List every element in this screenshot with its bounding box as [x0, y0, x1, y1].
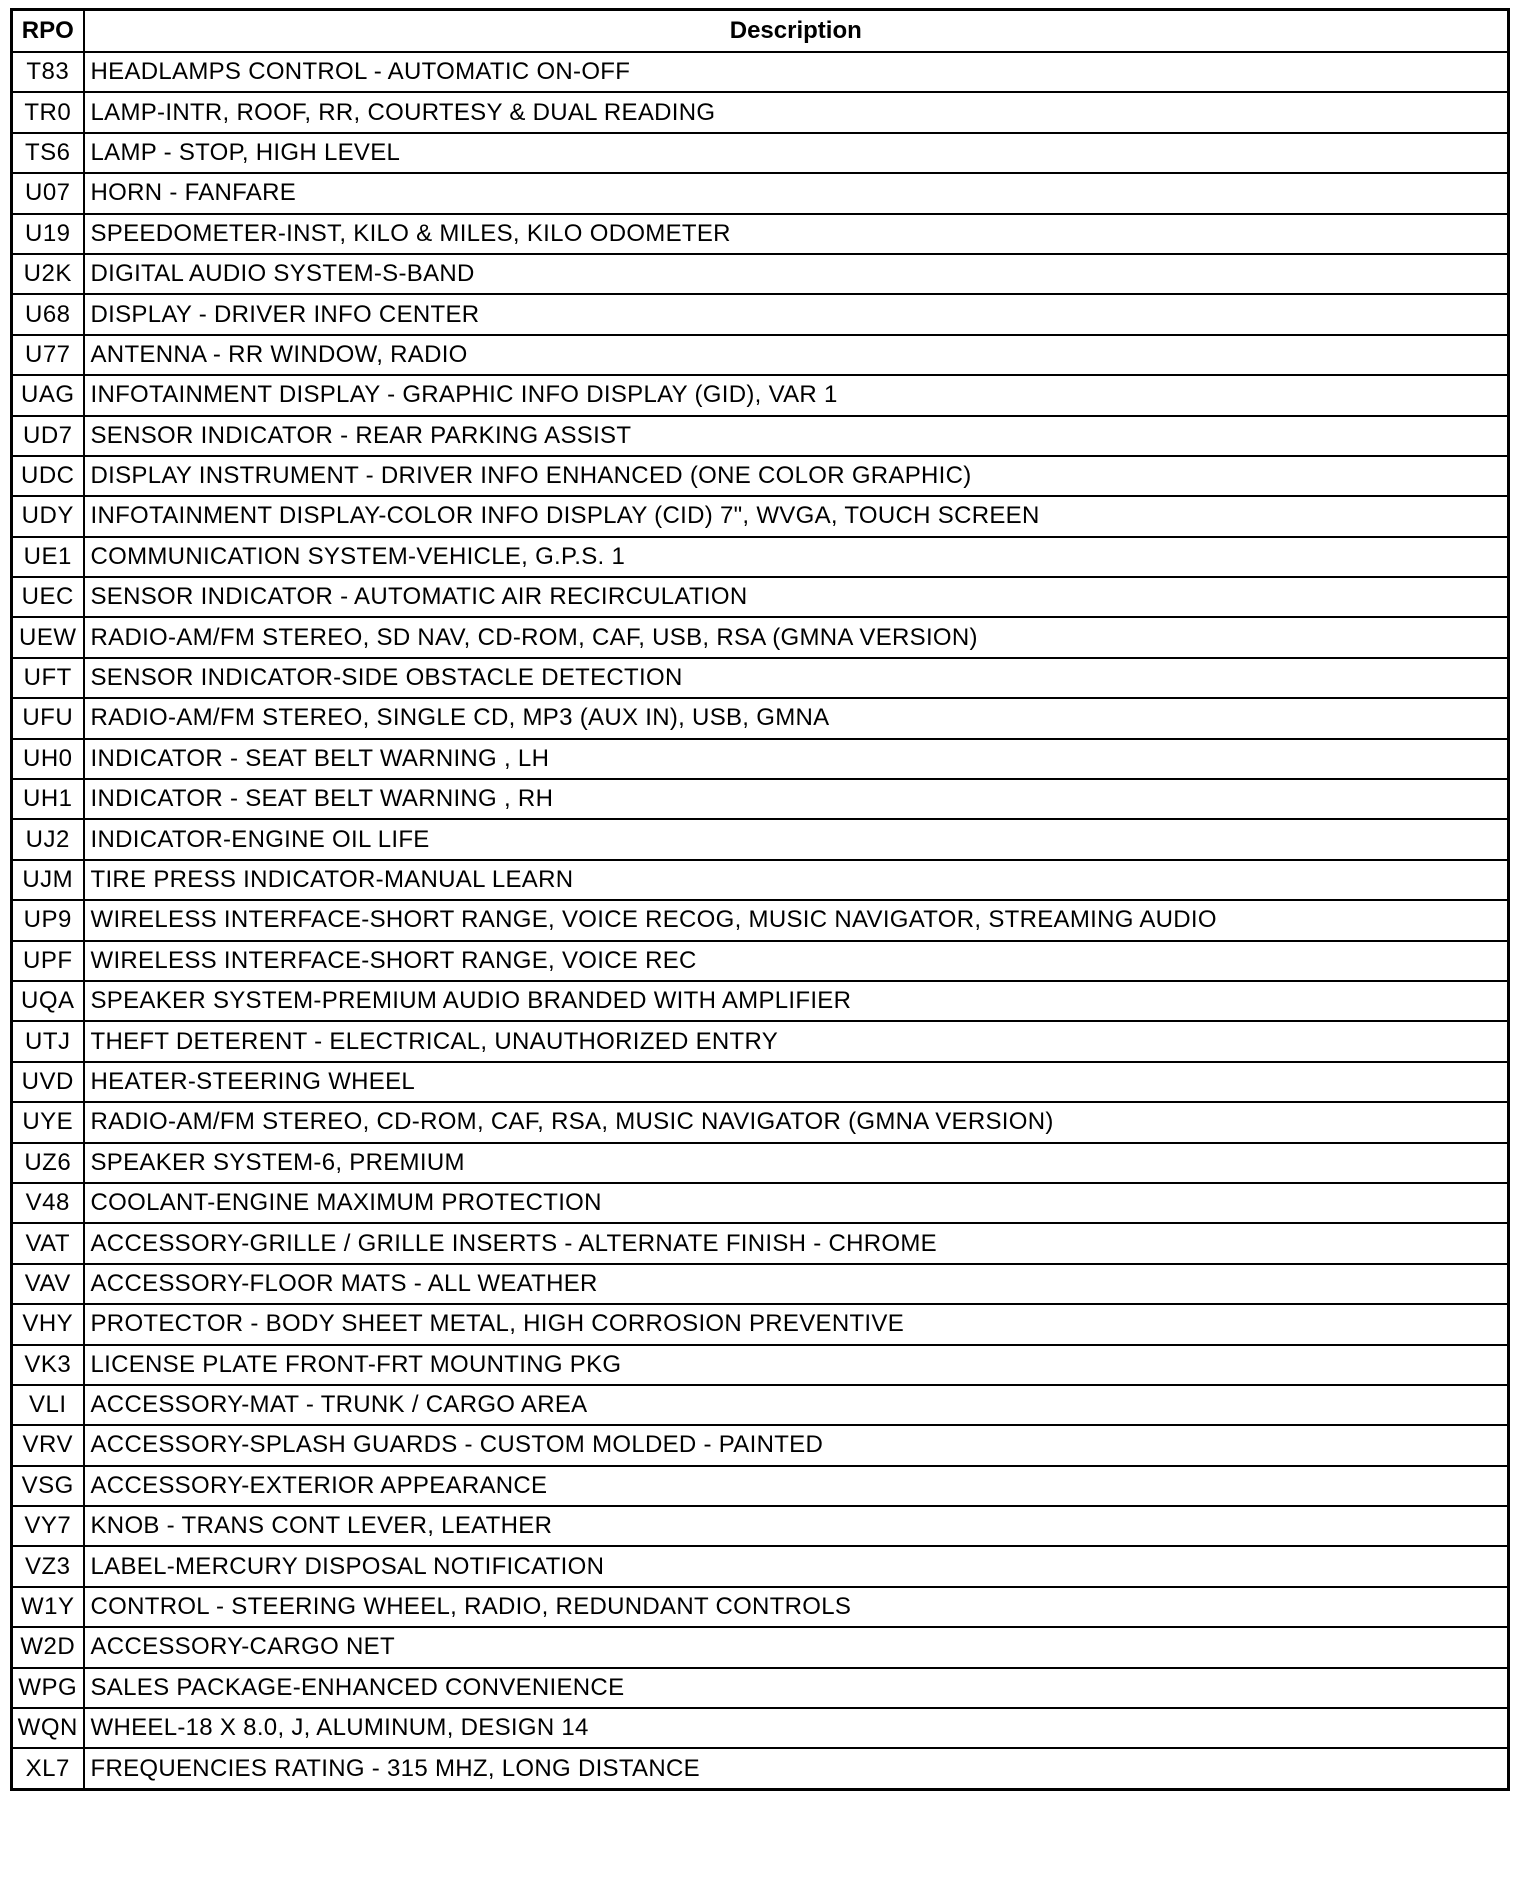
rpo-code-cell: UD7: [12, 416, 84, 456]
description-cell: SENSOR INDICATOR - REAR PARKING ASSIST: [84, 416, 1509, 456]
rpo-code-cell: VSG: [12, 1466, 84, 1506]
rpo-code-cell: UVD: [12, 1062, 84, 1102]
rpo-code-cell: TR0: [12, 92, 84, 132]
table-row: [12, 1748, 1509, 1789]
rpo-code-cell: UJM: [12, 860, 84, 900]
description-cell: CONTROL - STEERING WHEEL, RADIO, REDUNDANT CONTROLS: [84, 1587, 1509, 1627]
description-cell: COMMUNICATION SYSTEM-VEHICLE, G.P.S. 1: [84, 537, 1509, 577]
rpo-code-cell: UTJ: [12, 1021, 84, 1061]
description-cell: INFOTAINMENT DISPLAY - GRAPHIC INFO DISPLAY (GID), VAR 1: [84, 375, 1509, 415]
description-cell: ACCESSORY-MAT - TRUNK / CARGO AREA: [84, 1385, 1509, 1425]
rpo-code-cell: W2D: [12, 1627, 84, 1667]
rpo-code-cell: UYE: [12, 1102, 84, 1142]
description-cell: WHEEL-18 X 8.0, J, ALUMINUM, DESIGN 14: [84, 1708, 1509, 1748]
rpo-code-cell: U77: [12, 335, 84, 375]
table-row: [12, 860, 1509, 900]
rpo-code-cell: WPG: [12, 1668, 84, 1708]
description-cell: LICENSE PLATE FRONT-FRT MOUNTING PKG: [84, 1345, 1509, 1385]
column-header-description: Description: [84, 10, 1509, 53]
description-cell: HEADLAMPS CONTROL - AUTOMATIC ON-OFF: [84, 52, 1509, 92]
description-cell: WIRELESS INTERFACE-SHORT RANGE, VOICE RECOG, MUSIC NAVIGATOR, STREAMING AUDIO: [84, 900, 1509, 940]
rpo-code-cell: TS6: [12, 133, 84, 173]
table-row: [12, 658, 1509, 698]
table-row: [12, 92, 1509, 132]
description-cell: DIGITAL AUDIO SYSTEM-S-BAND: [84, 254, 1509, 294]
description-cell: ACCESSORY-FLOOR MATS - ALL WEATHER: [84, 1264, 1509, 1304]
table-row: [12, 981, 1509, 1021]
rpo-code-cell: UH1: [12, 779, 84, 819]
rpo-code-cell: U19: [12, 214, 84, 254]
table-row: [12, 254, 1509, 294]
rpo-table: [10, 8, 1510, 1791]
table-row: [12, 1021, 1509, 1061]
table-row: [12, 698, 1509, 738]
rpo-code-cell: U68: [12, 294, 84, 334]
table-row: [12, 1506, 1509, 1546]
table-row: [12, 1223, 1509, 1263]
table-row: [12, 294, 1509, 334]
description-cell: SPEEDOMETER-INST, KILO & MILES, KILO ODOMETER: [84, 214, 1509, 254]
table-row: [12, 496, 1509, 536]
description-cell: DISPLAY INSTRUMENT - DRIVER INFO ENHANCED (ONE COLOR GRAPHIC): [84, 456, 1509, 496]
rpo-code-cell: V48: [12, 1183, 84, 1223]
rpo-code-cell: VHY: [12, 1304, 84, 1344]
rpo-code-cell: T83: [12, 52, 84, 92]
description-cell: HEATER-STEERING WHEEL: [84, 1062, 1509, 1102]
table-row: [12, 779, 1509, 819]
description-cell: INDICATOR - SEAT BELT WARNING , LH: [84, 739, 1509, 779]
table-row: [12, 52, 1509, 92]
description-cell: INDICATOR-ENGINE OIL LIFE: [84, 819, 1509, 859]
description-cell: ANTENNA - RR WINDOW, RADIO: [84, 335, 1509, 375]
rpo-code-cell: VY7: [12, 1506, 84, 1546]
table-row: [12, 214, 1509, 254]
rpo-code-cell: UP9: [12, 900, 84, 940]
description-cell: RADIO-AM/FM STEREO, SD NAV, CD-ROM, CAF, USB, RSA (GMNA VERSION): [84, 617, 1509, 657]
table-row: [12, 1264, 1509, 1304]
rpo-code-cell: UDC: [12, 456, 84, 496]
table-row: [12, 1708, 1509, 1748]
table-row: [12, 456, 1509, 496]
table-row: [12, 1546, 1509, 1586]
description-cell: FREQUENCIES RATING - 315 MHZ, LONG DISTANCE: [84, 1748, 1509, 1789]
table-row: [12, 1183, 1509, 1223]
rpo-code-cell: WQN: [12, 1708, 84, 1748]
table-row: [12, 335, 1509, 375]
table-row: [12, 941, 1509, 981]
table-row: [12, 900, 1509, 940]
rpo-code-cell: VAV: [12, 1264, 84, 1304]
rpo-code-cell: VK3: [12, 1345, 84, 1385]
description-cell: TIRE PRESS INDICATOR-MANUAL LEARN: [84, 860, 1509, 900]
description-cell: RADIO-AM/FM STEREO, SINGLE CD, MP3 (AUX IN), USB, GMNA: [84, 698, 1509, 738]
header-row: [12, 10, 1509, 53]
rpo-code-cell: VRV: [12, 1425, 84, 1465]
rpo-code-cell: UEW: [12, 617, 84, 657]
description-cell: ACCESSORY-EXTERIOR APPEARANCE: [84, 1466, 1509, 1506]
description-cell: LAMP-INTR, ROOF, RR, COURTESY & DUAL READING: [84, 92, 1509, 132]
table-row: [12, 1627, 1509, 1667]
description-cell: DISPLAY - DRIVER INFO CENTER: [84, 294, 1509, 334]
rpo-code-cell: W1Y: [12, 1587, 84, 1627]
description-cell: SPEAKER SYSTEM-6, PREMIUM: [84, 1143, 1509, 1183]
rpo-code-cell: UZ6: [12, 1143, 84, 1183]
description-cell: ACCESSORY-GRILLE / GRILLE INSERTS - ALTERNATE FINISH - CHROME: [84, 1223, 1509, 1263]
table-row: [12, 173, 1509, 213]
rpo-code-cell: UFT: [12, 658, 84, 698]
table-row: [12, 1587, 1509, 1627]
description-cell: COOLANT-ENGINE MAXIMUM PROTECTION: [84, 1183, 1509, 1223]
table-row: [12, 375, 1509, 415]
rpo-code-cell: UE1: [12, 537, 84, 577]
table-row: [12, 1385, 1509, 1425]
table-row: [12, 1102, 1509, 1142]
table-row: [12, 577, 1509, 617]
description-cell: SPEAKER SYSTEM-PREMIUM AUDIO BRANDED WITH AMPLIFIER: [84, 981, 1509, 1021]
rpo-code-cell: VLI: [12, 1385, 84, 1425]
table-row: [12, 1062, 1509, 1102]
rpo-code-cell: UQA: [12, 981, 84, 1021]
rpo-code-cell: VAT: [12, 1223, 84, 1263]
description-cell: WIRELESS INTERFACE-SHORT RANGE, VOICE REC: [84, 941, 1509, 981]
table-row: [12, 1304, 1509, 1344]
description-cell: INFOTAINMENT DISPLAY-COLOR INFO DISPLAY (CID) 7", WVGA, TOUCH SCREEN: [84, 496, 1509, 536]
description-cell: RADIO-AM/FM STEREO, CD-ROM, CAF, RSA, MUSIC NAVIGATOR (GMNA VERSION): [84, 1102, 1509, 1142]
table-row: [12, 1425, 1509, 1465]
rpo-code-cell: U07: [12, 173, 84, 213]
table-body: [12, 52, 1509, 1789]
table-row: [12, 617, 1509, 657]
rpo-code-cell: UAG: [12, 375, 84, 415]
description-cell: SENSOR INDICATOR-SIDE OBSTACLE DETECTION: [84, 658, 1509, 698]
table-row: [12, 133, 1509, 173]
description-cell: PROTECTOR - BODY SHEET METAL, HIGH CORROSION PREVENTIVE: [84, 1304, 1509, 1344]
rpo-code-cell: UPF: [12, 941, 84, 981]
table-row: [12, 1668, 1509, 1708]
description-cell: SENSOR INDICATOR - AUTOMATIC AIR RECIRCULATION: [84, 577, 1509, 617]
table-row: [12, 537, 1509, 577]
description-cell: INDICATOR - SEAT BELT WARNING , RH: [84, 779, 1509, 819]
description-cell: THEFT DETERENT - ELECTRICAL, UNAUTHORIZED ENTRY: [84, 1021, 1509, 1061]
rpo-document: [10, 8, 1510, 1791]
table-header: [12, 10, 1509, 53]
description-cell: LAMP - STOP, HIGH LEVEL: [84, 133, 1509, 173]
table-row: [12, 1466, 1509, 1506]
rpo-code-cell: UDY: [12, 496, 84, 536]
rpo-code-cell: UEC: [12, 577, 84, 617]
description-cell: HORN - FANFARE: [84, 173, 1509, 213]
description-cell: ACCESSORY-CARGO NET: [84, 1627, 1509, 1667]
table-row: [12, 416, 1509, 456]
table-row: [12, 1345, 1509, 1385]
table-row: [12, 739, 1509, 779]
rpo-code-cell: UFU: [12, 698, 84, 738]
table-row: [12, 1143, 1509, 1183]
table-row: [12, 819, 1509, 859]
rpo-code-cell: VZ3: [12, 1546, 84, 1586]
rpo-code-cell: XL7: [12, 1748, 84, 1789]
description-cell: LABEL-MERCURY DISPOSAL NOTIFICATION: [84, 1546, 1509, 1586]
rpo-code-cell: U2K: [12, 254, 84, 294]
description-cell: ACCESSORY-SPLASH GUARDS - CUSTOM MOLDED - PAINTED: [84, 1425, 1509, 1465]
rpo-code-cell: UH0: [12, 739, 84, 779]
rpo-code-cell: UJ2: [12, 819, 84, 859]
column-header-rpo: RPO: [12, 10, 84, 53]
description-cell: KNOB - TRANS CONT LEVER, LEATHER: [84, 1506, 1509, 1546]
description-cell: SALES PACKAGE-ENHANCED CONVENIENCE: [84, 1668, 1509, 1708]
